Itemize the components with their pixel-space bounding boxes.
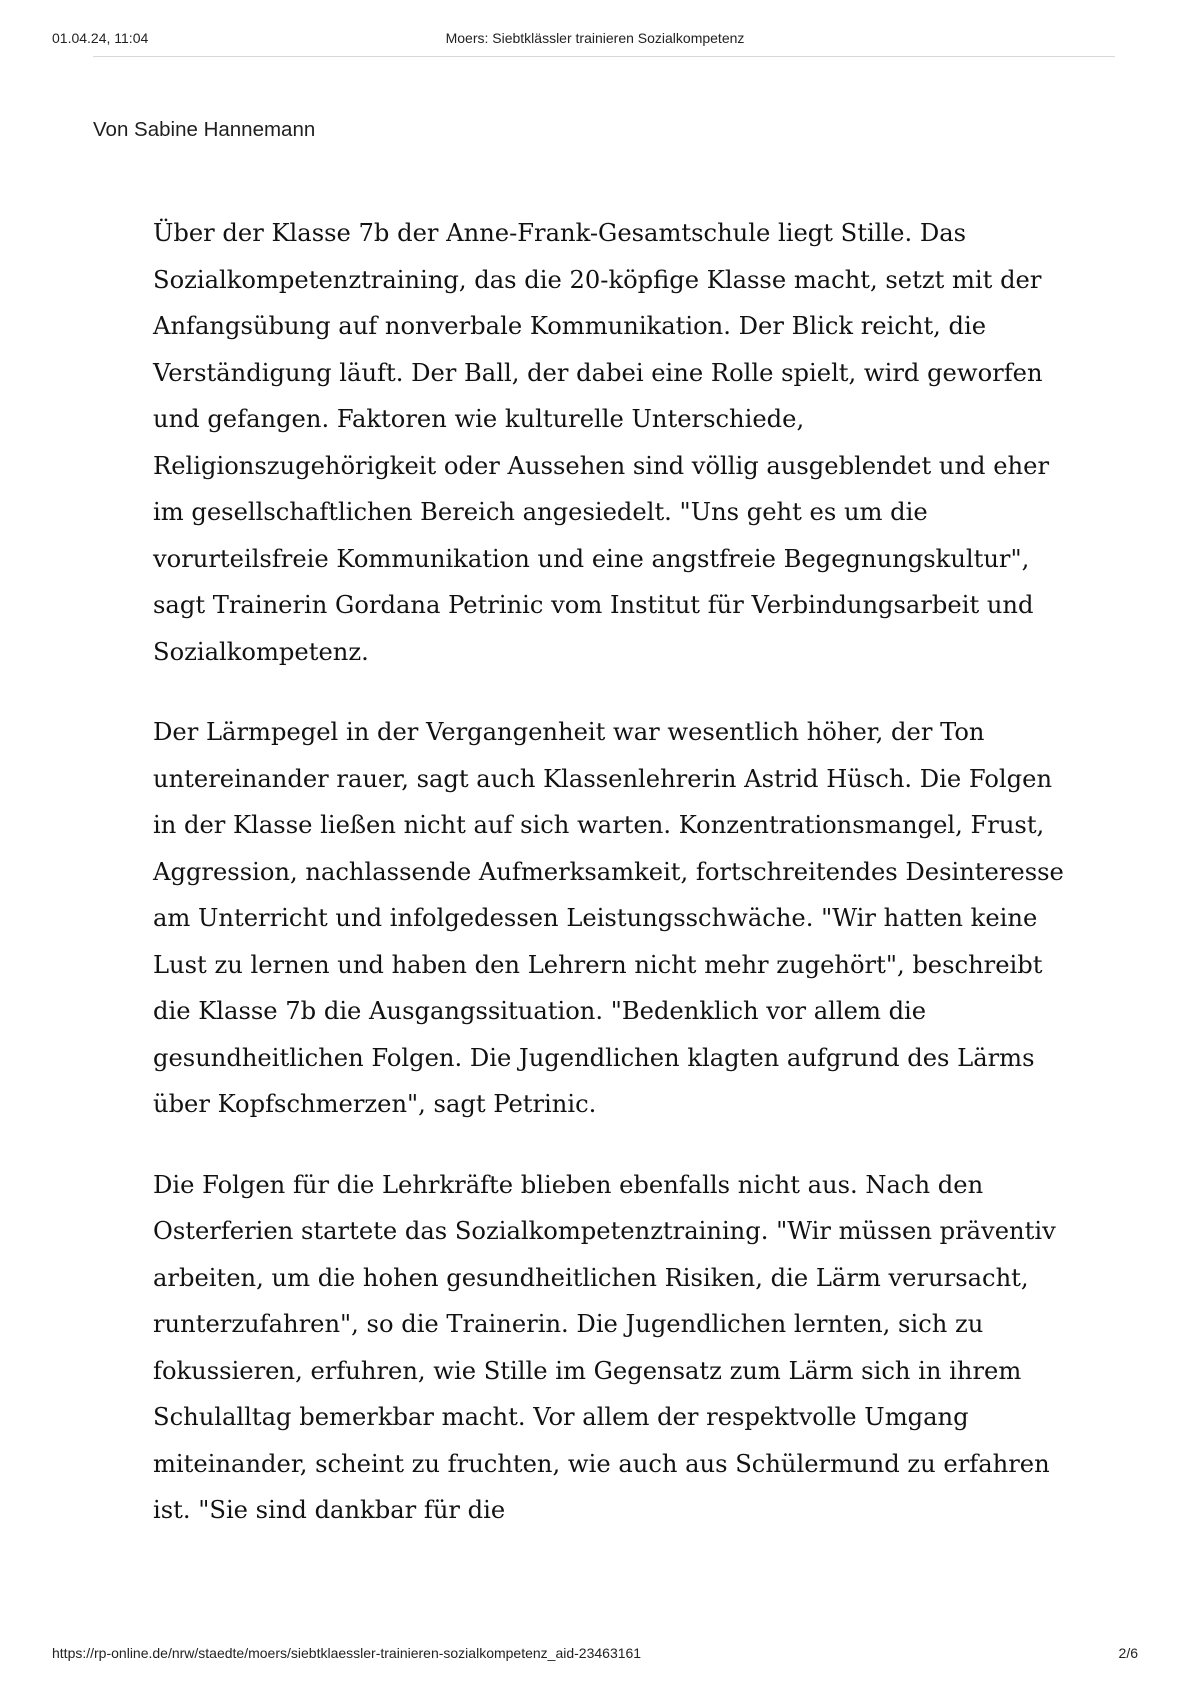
article-paragraph-2: Der Lärmpegel in der Vergangenheit war wesentlich höher, der Ton untereinander rauer, sagt auch Klassenlehrerin Astrid Hüsch. Die Folgen in der Klasse ließen nicht auf sich warten. Konzentrationsmangel, Frust, Aggression, nachlassende Aufmerksamkeit, fortschreitendes Desinteresse am Unterricht und infolgedessen Leistungsschwäche. "Wir hatten keine Lust zu lernen und haben den Lehrern nicht mehr zugehört", beschreibt die Klasse 7b die Ausgangssituation. "Bedenklich vor allem die gesundheitlichen Folgen. Die Jugendlichen klagten aufgrund des Lärms über Kopfschmerzen", sagt Petrinic. [153, 718, 1064, 1118]
page-number: 2/6 [1118, 1645, 1138, 1661]
print-datetime: 01.04.24, 11:04 [52, 30, 149, 46]
article-paragraph-3: Die Folgen für die Lehrkräfte blieben ebenfalls nicht aus. Nach den Osterferien startete das Sozialkompetenztraining. "Wir müssen präventiv arbeiten, um die hohen gesundheitlichen Risiken, die Lärm verursacht, runterzufahren", so die Trainerin. Die Jugendlichen lernten, sich zu fokussieren, erfuhren, wie Stille im Gegensatz zum Lärm sich in ihrem Schulalltag bemerkbar macht. Vor allem der respektvolle Umgang miteinander, scheint zu fruchten, wie auch aus Schülermund zu erfahren ist. "Sie sind dankbar für die [153, 1170, 1056, 1524]
article-byline: Von Sabine Hannemann [93, 118, 316, 141]
print-source-url: https://rp-online.de/nrw/staedte/moers/siebtklaessler-trainieren-sozialkompetenz_aid-23463161 [52, 1645, 642, 1661]
print-footer [0, 1645, 1190, 1675]
header-divider [93, 56, 1115, 57]
print-header [0, 0, 1190, 60]
article-paragraph-1: Über der Klasse 7b der Anne-Frank-Gesamtschule liegt Stille. Das Sozialkompetenztraining, das die 20-köpfige Klasse macht, setzt mit der Anfangsübung auf nonverbale Kommunikation. Der Blick reicht, die Verständigung läuft. Der Ball, der dabei eine Rolle spielt, wird geworfen und gefangen. Faktoren wie kulturelle Unterschiede, Religionszugehörigkeit oder Aussehen sind völlig ausgeblendet und eher im gesellschaftlichen Bereich angesiedelt. "Uns geht es um die vorurteilsfreie Kommunikation und eine angstfreie Begegnungskultur", sagt Trainerin Gordana Petrinic vom Institut für Verbindungsarbeit und Sozialkompetenz. [153, 219, 1050, 666]
article-body [153, 210, 1083, 1568]
print-page-title: Moers: Siebtklässler trainieren Sozialkompetenz [445, 30, 745, 46]
